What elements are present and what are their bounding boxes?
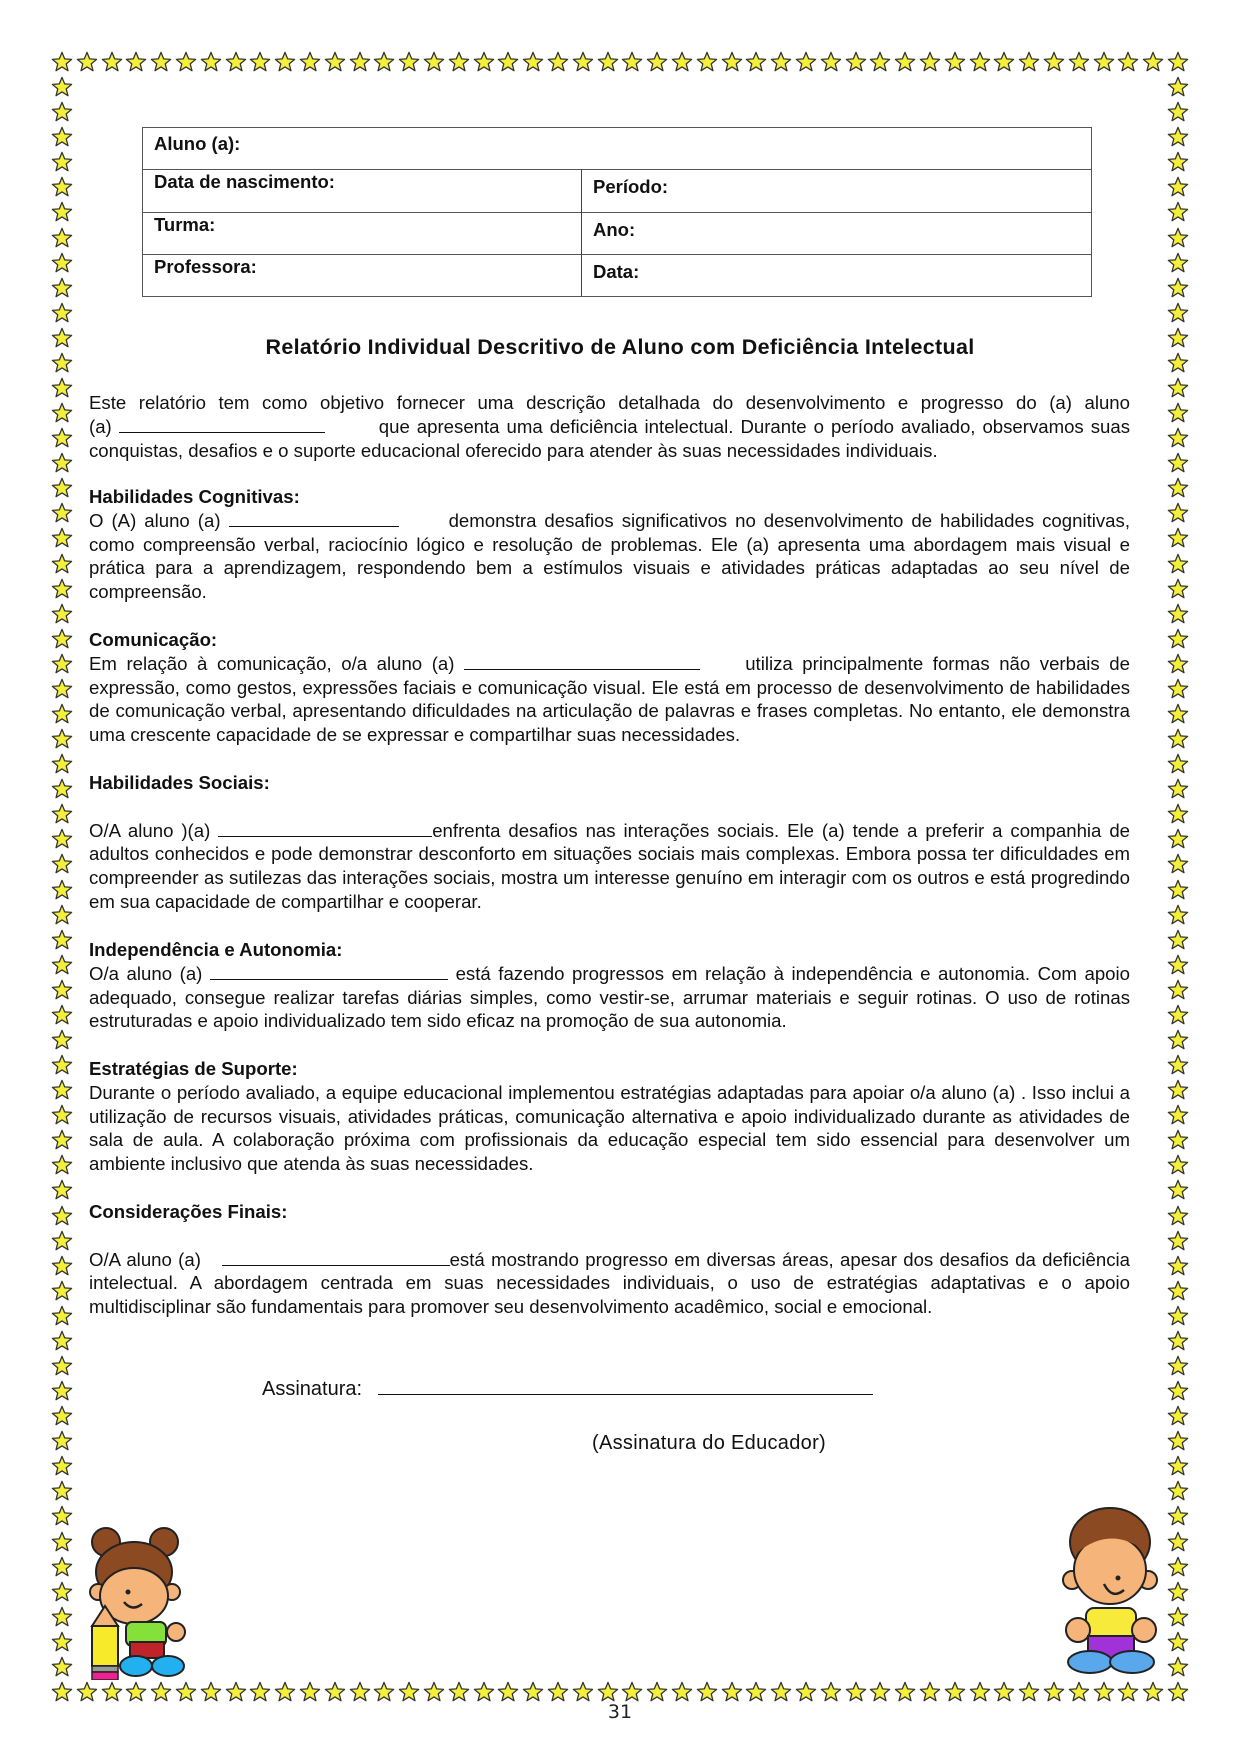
star-icon [423,51,445,73]
star-icon [1167,1430,1189,1452]
star-icon [225,1681,247,1703]
star-icon [1142,51,1164,73]
star-icon [1167,51,1189,73]
star-icon [820,1681,842,1703]
star-icon [51,828,73,850]
table-column-divider [581,169,582,296]
star-icon [1167,452,1189,474]
star-icon [473,1681,495,1703]
star-icon [1167,1154,1189,1176]
star-icon [51,327,73,349]
star-icon [448,1681,470,1703]
star-icon [1167,1355,1189,1377]
star-icon [299,51,321,73]
star-icon [51,1480,73,1502]
intro-text: que apresenta uma deficiência intelectual. Durante o período avaliado, observamos suas conquistas, desafios e o suporte educacional oferecido para atender às suas necessidades individuais. [89,415,1131,461]
star-icon [373,51,395,73]
star-icon [150,1681,172,1703]
section-text: está fazendo progressos em relação à independência e autonomia. Com apoio adequado, consegue realizar tarefas diárias simples, como vestir-se, arrumar materiais e seguir rotinas. O uso de rotinas estruturadas e apoio individualizado tem sido eficaz na promoção de sua autonomia. [89,962,1130,1032]
star-icon [621,51,643,73]
star-icon [200,1681,222,1703]
star-icon [51,227,73,249]
star-icon [125,51,147,73]
section-cognitive [89,485,1130,604]
section-heading: Comunicação: [89,629,218,650]
star-icon [51,778,73,800]
star-icon [1167,1606,1189,1628]
star-icon [51,377,73,399]
girl-with-pencil-illustration [76,1520,186,1680]
star-icon [51,1681,73,1703]
star-icon [51,1581,73,1603]
star-icon [993,51,1015,73]
star-icon [1167,1205,1189,1227]
star-icon [1167,803,1189,825]
star-icon [745,1681,767,1703]
star-icon [745,51,767,73]
star-icon [1018,51,1040,73]
star-icon [51,402,73,424]
star-icon [349,1681,371,1703]
star-icon [547,1681,569,1703]
star-icon [51,979,73,1001]
signature-row [262,1376,873,1401]
star-icon [51,1380,73,1402]
star-icon [1167,1280,1189,1302]
signature-caption: (Assinatura do Educador) [592,1432,826,1454]
star-icon [175,51,197,73]
star-icon [1167,1556,1189,1578]
star-icon [150,51,172,73]
section-support [89,1057,1130,1176]
student-name-blank[interactable] [218,819,432,837]
section-text: está mostrando progresso em diversas áreas, apesar dos desafios da deficiência intelectual. A abordagem centrada em suas necessidades individuais, o uso de estratégias adaptativas e o apoio multidisciplinar são fundamentais para promover seu desenvolvimento acadêmico, social e emocional. [89,1248,1131,1318]
star-icon [1167,879,1189,901]
star-icon [473,51,495,73]
star-icon [51,929,73,951]
star-icon [101,1681,123,1703]
star-icon [1167,502,1189,524]
star-icon [1167,201,1189,223]
star-icon [51,277,73,299]
star-icon [919,1681,941,1703]
star-icon [1167,678,1189,700]
star-icon [497,51,519,73]
star-icon [894,51,916,73]
star-icon [721,1681,743,1703]
star-icon [51,1305,73,1327]
table-row [143,169,1091,212]
star-icon [1167,853,1189,875]
star-icon [51,653,73,675]
star-icon [1167,1330,1189,1352]
period-label: Período: [593,176,669,197]
star-icon [1167,76,1189,98]
star-icon [51,1505,73,1527]
star-icon [572,51,594,73]
star-icon [522,51,544,73]
star-icon [1167,176,1189,198]
star-icon [76,1681,98,1703]
star-icon [1167,527,1189,549]
star-icon [969,1681,991,1703]
student-name-blank[interactable] [222,1248,450,1266]
page-title: Relatório Individual Descritivo de Aluno com Deficiência Intelectual [265,335,975,359]
star-icon [51,252,73,274]
star-icon [51,1631,73,1653]
star-icon [1167,703,1189,725]
star-icon [51,879,73,901]
star-icon [770,1681,792,1703]
star-icon [274,1681,296,1703]
star-icon [770,51,792,73]
star-icon [1167,1656,1189,1678]
star-icon [1167,377,1189,399]
star-icon [1167,477,1189,499]
star-icon [1167,1631,1189,1653]
section-prefix: O/A aluno )(a) [89,819,211,841]
star-icon [497,1681,519,1703]
star-icon [1167,979,1189,1001]
star-icon [572,1681,594,1703]
star-icon [795,1681,817,1703]
birthdate-label: Data de nascimento: [154,171,335,192]
star-icon [1167,653,1189,675]
star-icon [51,1355,73,1377]
star-icon [1167,1380,1189,1402]
star-icon [1167,1581,1189,1603]
intro-paragraph [89,391,1130,462]
star-icon [1117,51,1139,73]
star-icon [51,853,73,875]
star-icon [51,151,73,173]
star-icon [51,1455,73,1477]
star-icon [969,51,991,73]
star-icon [101,51,123,73]
date-label: Data: [593,261,640,282]
star-icon [1167,1531,1189,1553]
star-icon [51,1129,73,1151]
star-icon [1167,252,1189,274]
star-icon [1167,1104,1189,1126]
star-icon [671,51,693,73]
section-heading: Habilidades Cognitivas: [89,486,300,507]
star-icon [1068,1681,1090,1703]
star-icon [51,1531,73,1553]
star-icon [51,578,73,600]
star-icon [1167,1079,1189,1101]
section-heading: Habilidades Sociais: [89,772,270,793]
star-icon [51,1430,73,1452]
star-icon [696,1681,718,1703]
star-icon [820,51,842,73]
star-icon [51,703,73,725]
student-info-table [142,127,1092,297]
star-icon [51,1656,73,1678]
star-icon [1167,1029,1189,1051]
star-icon [621,1681,643,1703]
student-name-blank[interactable] [210,962,448,980]
star-icon [1167,1505,1189,1527]
star-icon [944,51,966,73]
star-icon [324,51,346,73]
star-icon [1043,51,1065,73]
star-icon [51,728,73,750]
star-icon [671,1681,693,1703]
star-icon [175,1681,197,1703]
star-icon [1167,302,1189,324]
year-label: Ano: [593,219,636,240]
star-icon [51,1154,73,1176]
section-social [89,771,1130,914]
intro-prefix: (a) [89,415,112,437]
star-icon [51,502,73,524]
signature-line[interactable] [378,1376,873,1395]
star-icon [795,51,817,73]
star-icon [349,51,371,73]
signature-label: Assinatura: [262,1378,363,1400]
star-icon [373,1681,395,1703]
star-icon [1167,1054,1189,1076]
star-icon [274,51,296,73]
section-text: Durante o período avaliado, a equipe educacional implementou estratégias adaptadas para apoiar o/a aluno (a) . Isso inclui a utilização de recursos visuais, atividades práticas, comunicação alternativa e apoio individualizado durante as atividades de sala de aula. A colaboração próxima com profissionais da educação especial tem sido essencial para desenvolver um ambiente inclusivo que atenda às suas necessidades. [89,1081,1130,1175]
star-icon [51,753,73,775]
star-icon [51,1079,73,1101]
star-icon [1167,1405,1189,1427]
star-icon [1117,1681,1139,1703]
star-icon [1093,1681,1115,1703]
star-icon [1167,929,1189,951]
star-icon [721,51,743,73]
star-icon [249,51,271,73]
star-icon [76,51,98,73]
section-autonomy [89,938,1130,1033]
star-icon [646,51,668,73]
star-icon [51,201,73,223]
star-icon [894,1681,916,1703]
star-icon [1068,51,1090,73]
star-icon [1167,553,1189,575]
star-icon [1167,1255,1189,1277]
section-prefix: O/A aluno (a) [89,1248,201,1270]
star-icon [51,1004,73,1026]
intro-line: Este relatório tem como objetivo fornecer uma descrição detalhada do desenvolvimento e progresso do (a) aluno [89,392,1130,413]
star-icon [1018,1681,1040,1703]
student-name-blank[interactable] [464,652,700,670]
star-icon [200,51,222,73]
star-icon [51,553,73,575]
star-icon [1167,1305,1189,1327]
star-icon [696,51,718,73]
star-icon [51,1330,73,1352]
boy-sitting-illustration [1060,1500,1160,1675]
star-icon [597,1681,619,1703]
star-icon [1167,954,1189,976]
star-icon [1167,1681,1189,1703]
star-icon [51,954,73,976]
star-icon [1167,402,1189,424]
star-icon [51,1029,73,1051]
star-icon [51,1179,73,1201]
star-icon [51,803,73,825]
student-name-blank[interactable] [119,415,325,433]
star-icon [51,176,73,198]
section-communication [89,628,1130,747]
star-icon [51,1104,73,1126]
star-icon [51,76,73,98]
table-row [143,254,1091,296]
star-icon [324,1681,346,1703]
star-icon [1167,728,1189,750]
class-label: Turma: [154,214,216,235]
star-icon [944,1681,966,1703]
star-icon [993,1681,1015,1703]
section-prefix: Em relação à comunicação, o/a aluno (a) [89,652,455,674]
page-number: 31 [607,1701,633,1723]
star-icon [1167,227,1189,249]
star-icon [1167,1230,1189,1252]
star-icon [51,427,73,449]
star-icon [1167,778,1189,800]
star-icon [869,51,891,73]
star-icon [51,51,73,73]
star-icon [1167,904,1189,926]
star-icon [1167,828,1189,850]
star-icon [225,51,247,73]
star-icon [1167,1179,1189,1201]
student-name-blank[interactable] [229,509,399,527]
section-text: utiliza principalmente formas não verbais de expressão, como gestos, expressões faciais e comunicação visual. Ele está em processo de desenvolvimento de habilidades de comunicação verbal, apresentando dificuldades na articulação de palavras e frases completas. No entanto, ele demonstra uma crescente capacidade de se expressar e compartilhar suas necessidades. [89,652,1130,746]
star-icon [1167,1129,1189,1151]
star-icon [1167,352,1189,374]
star-icon [51,678,73,700]
star-icon [398,1681,420,1703]
star-icon [51,1556,73,1578]
star-icon [869,1681,891,1703]
star-icon [51,603,73,625]
star-icon [398,51,420,73]
star-icon [1167,578,1189,600]
star-icon [1167,277,1189,299]
star-icon [1167,603,1189,625]
star-icon [51,126,73,148]
star-icon [51,452,73,474]
star-icon [1167,327,1189,349]
section-heading: Independência e Autonomia: [89,939,343,960]
star-icon [597,51,619,73]
star-icon [522,1681,544,1703]
star-icon [1043,1681,1065,1703]
star-icon [919,51,941,73]
section-heading: Estratégias de Suporte: [89,1058,298,1079]
star-icon [51,1405,73,1427]
section-text: demonstra desafios significativos no desenvolvimento de habilidades cognitivas, como compreensão verbal, raciocínio lógico e resolução de problemas. Ele (a) apresenta uma abordagem mais visual e prática para a aprendizagem, respondendo bem a estímulos visuais e atividades práticas adaptadas ao seu nível de compreensão. [89,509,1130,603]
star-icon [51,904,73,926]
star-icon [547,51,569,73]
star-icon [51,1230,73,1252]
star-icon [1167,151,1189,173]
teacher-label: Professora: [154,256,257,277]
star-icon [51,1054,73,1076]
section-prefix: O (A) aluno (a) [89,509,221,531]
star-icon [51,101,73,123]
star-icon [125,1681,147,1703]
section-prefix: O/a aluno (a) [89,962,203,984]
star-icon [1167,101,1189,123]
star-icon [646,1681,668,1703]
star-icon [51,527,73,549]
star-icon [51,1280,73,1302]
star-icon [1093,51,1115,73]
star-icon [1167,1480,1189,1502]
star-icon [1167,753,1189,775]
star-icon [1167,1455,1189,1477]
table-row [143,212,1091,254]
star-icon [51,628,73,650]
star-icon [448,51,470,73]
section-final [89,1200,1130,1319]
star-icon [51,1255,73,1277]
star-icon [1142,1681,1164,1703]
star-icon [1167,1004,1189,1026]
section-heading: Considerações Finais: [89,1201,288,1222]
section-text: enfrenta desafios nas interações sociais. Ele (a) tende a preferir a companhia de adultos conhecidos e pode demonstrar desconforto em situações sociais mais complexas. Embora possa ter dificuldades em compreender as sutilezas das interações sociais, mostra um interesse genuíno em interagir com os outros e está progredindo em sua capacidade de compartilhar e cooperar. [89,819,1130,912]
star-icon [845,1681,867,1703]
star-icon [51,477,73,499]
star-icon [423,1681,445,1703]
star-icon [1167,427,1189,449]
star-icon [51,352,73,374]
student-label: Aluno (a): [154,133,241,154]
star-icon [845,51,867,73]
star-icon [51,302,73,324]
star-icon [1167,126,1189,148]
star-icon [51,1205,73,1227]
star-icon [249,1681,271,1703]
star-icon [1167,628,1189,650]
star-icon [299,1681,321,1703]
star-icon [51,1606,73,1628]
